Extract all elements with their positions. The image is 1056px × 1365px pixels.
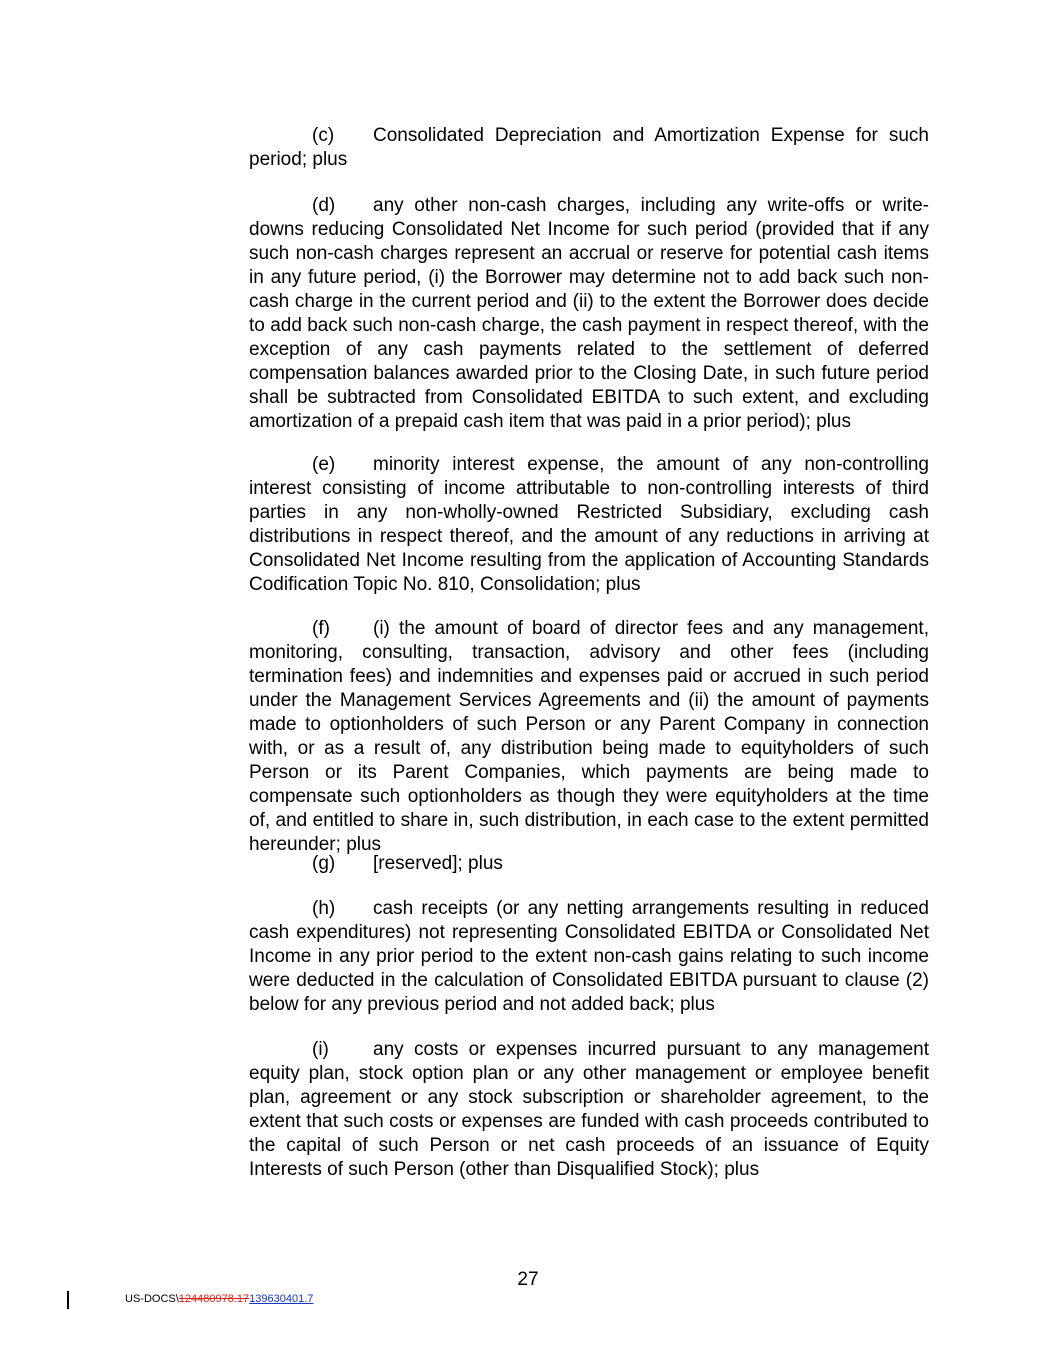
footer-inserted-id: 139630401.7 bbox=[249, 1293, 314, 1305]
clause-label: (g) bbox=[312, 853, 336, 874]
clause-d bbox=[249, 194, 929, 434]
page-number: 27 bbox=[517, 1269, 539, 1290]
clause-h bbox=[249, 897, 929, 1017]
clause-tail: plus bbox=[346, 834, 382, 855]
clause-emphasis: provided bbox=[761, 219, 835, 240]
clause-label: (d) bbox=[312, 195, 336, 216]
clause-label: (i) bbox=[312, 1039, 329, 1060]
clause-g bbox=[249, 852, 929, 876]
clause-label: (e) bbox=[312, 454, 336, 475]
clause-c bbox=[249, 124, 929, 172]
clause-label: (f) bbox=[312, 618, 330, 639]
clause-text: (i) the amount of board of director fees and any management, monitoring, consulting, transaction, advisory and other fees (including termination fees) and indemnities and expenses paid or accrued in such period under the Management Services Agreements and (ii) the amount of payments made to optionholders of such Person or any Parent Company in connection with, or as a result of, any distribution being made to equityholders of such Person or its Parent Companies, which payments are being made to compensate such optionholders as though they were equityholders at the time of, and entitled to share in, such distribution, in each case to the extent permitted hereunder; bbox=[249, 618, 929, 855]
footer-prefix: US-DOCS\ bbox=[125, 1293, 179, 1305]
clause-e: (e) minority interest expense, the amount of any non-controlling interest consisting of income attributable to non-controlling interests of third parties in any non-wholly-owned Restricted Subsidiary, excluding cash distributions in respect thereof, and the amount of any reductions in arriving at Consolidated Net Income resulting from the application of Accounting Standards Codification Topic No. 810, Consolidation; plus bbox=[249, 454, 929, 595]
clause-tail: plus bbox=[679, 994, 715, 1015]
clause-text: cash receipts (or any netting arrangements resulting in reduced cash expenditures) not representing Consolidated EBITDA or Consolidated Net Income in any prior period to the extent non-cash gains relating to such income were deducted in the calculation of Consolidated EBITDA pursuant to clause (2) below for any previous period and not added back; bbox=[249, 898, 929, 1015]
clause-text: Consolidated Depreciation and Amortization Expense for such period; bbox=[249, 125, 929, 170]
clause-emphasis: Consolidation bbox=[479, 574, 596, 595]
change-bar bbox=[67, 1291, 69, 1309]
clause-i bbox=[249, 1038, 929, 1182]
clause-tail: plus bbox=[605, 574, 641, 595]
clause-tail: plus bbox=[724, 1159, 760, 1180]
clause-tail: plus bbox=[816, 411, 851, 432]
clause-label: (h) bbox=[312, 898, 336, 919]
clause-tail: plus bbox=[468, 853, 503, 874]
document-id-footer bbox=[125, 1293, 313, 1305]
clause-tail: plus bbox=[312, 149, 348, 170]
clause-text: [reserved]; bbox=[373, 853, 463, 874]
clause-f bbox=[249, 617, 929, 857]
clause-text: minority interest expense, the amount of any non-controlling interest consisting of income attributable to non-controlling interests of third parties in any non-wholly-owned Restricted Subsidiary, excluding cash distributions in respect thereof, and the amount of any reductions in arriving at Consolidated Net Income resulting from the application of Accounting Standards Codification Topic No. 810, bbox=[249, 454, 929, 595]
clause-label: (c) bbox=[312, 125, 335, 146]
clause-text: any costs or expenses incurred pursuant to any management equity plan, stock option plan or any other management or employee benefit plan, agreement or any stock subscription or shareholder agreement, to the extent that such costs or expenses are funded with cash proceeds contributed to the capital of such Person or net cash proceeds of an issuance of Equity Interests of such Person (other than Disqualified Stock); bbox=[249, 1039, 929, 1180]
clause-text: any other non-cash charges, including any write-offs or write-downs reducing Consolidated Net Income for such period ( bbox=[249, 195, 929, 240]
footer-deleted-id: 124480978.17 bbox=[178, 1293, 250, 1305]
clause-text-continued: that if any such non-cash charges represent an accrual or reserve for potential cash items in any future period, (i) the Borrower may determine not to add back such non-cash charge in the current period and (ii) to the extent the Borrower does decide to add back such non-cash charge, the cash payment in respect thereof, with the exception of any cash payments related to the settlement of deferred compensation balances awarded prior to the Closing Date, in such future period shall be subtracted from Consolidated EBITDA to such extent, and excluding amortization of a prepaid cash item that was paid in a prior period); bbox=[249, 219, 929, 432]
